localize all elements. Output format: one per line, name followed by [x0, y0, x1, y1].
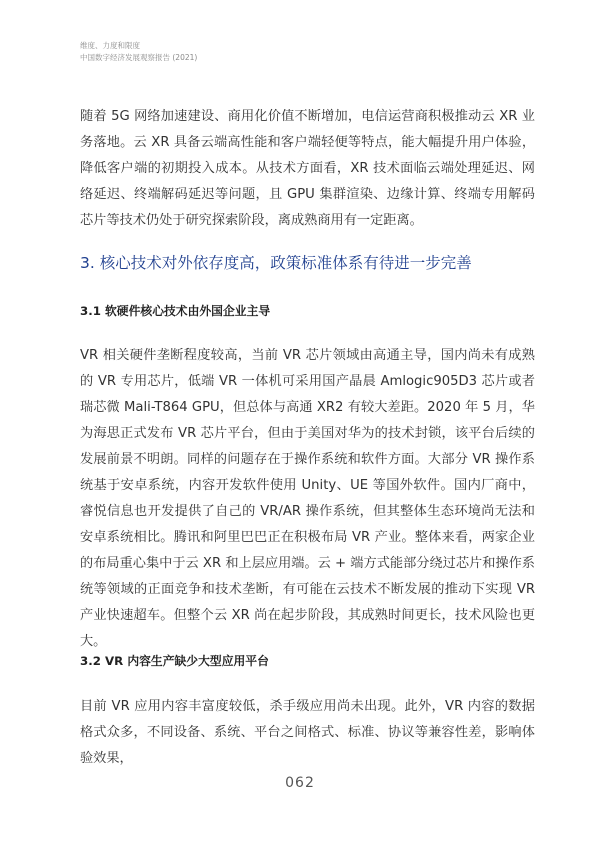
- subsection-1-body: VR 相关硬件垄断程度较高，当前 VR 芯片领域由高通主导，国内尚未有成熟的 VR 专用芯片，低端 VR 一体机可采用国产晶晨 Amlogic905D3 芯片或者瑞芯微 Mali-T864 GPU，但总体与高通 XR2 有较大差距。2020 年 5 月，华为海思正式发布 VR 芯片平台，但由于美国对华为的技术封锁，该平台后续的发展前景不明朗。同样的问题存在于操作系统和软件方面。大部分 VR 操作系统基于安卓系统，内容开发软件使用 Unity、UE 等国外软件。国内厂商中，睿悦信息也开发提供了自己的 VR/AR 操作系统，但其整体生态环境尚无法和安卓系统相比。腾讯和阿里巴巴正在积极布局 VR 产业。整体来看，两家企业的布局重心集中于云 XR 和上层应用端。云 + 端方式能部分绕过芯片和操作系统等领域的正面竞争和技术垄断，有可能在云技术不断发展的推动下实现 VR 产业快速超车。但整个云 XR 尚在起步阶段，其成熟时间更长，技术风险也更大。: [80, 348, 535, 649]
- page-number: 062: [285, 775, 315, 791]
- section-title: 3. 核心技术对外依存度高，政策标准体系有待进一步完善: [80, 254, 472, 272]
- subsection-1-title: 3.1 软硬件核心技术由外国企业主导: [80, 304, 271, 318]
- header-line-1: 维度、力度和限度: [80, 41, 140, 50]
- subsection-2-body: 目前 VR 应用内容丰富度较低，杀手级应用尚未出现。此外，VR 内容的数据格式众多，不同设备、系统、平台之间格式、标准、协议等兼容性差，影响体验效果，: [80, 699, 535, 766]
- intro-paragraph: 随着 5G 网络加速建设、商用化价值不断增加，电信运营商积极推动云 XR 业务落地。云 XR 具备云端高性能和客户端轻便等特点，能大幅提升用户体验，降低客户端的初期投入成本。从技术方面看，XR 技术面临云端处理延迟、网络延迟、终端解码延迟等问题，且 GPU 集群渲染、边缘计算、终端专用解码芯片等技术仍处于研究探索阶段，离成熟商用有一定距离。: [80, 109, 535, 228]
- header-line-2: 中国数字经济发展观察报告 (2021): [80, 53, 198, 62]
- running-header: [80, 40, 197, 64]
- subsection-2-title: 3.2 VR 内容生产缺少大型应用平台: [80, 654, 269, 668]
